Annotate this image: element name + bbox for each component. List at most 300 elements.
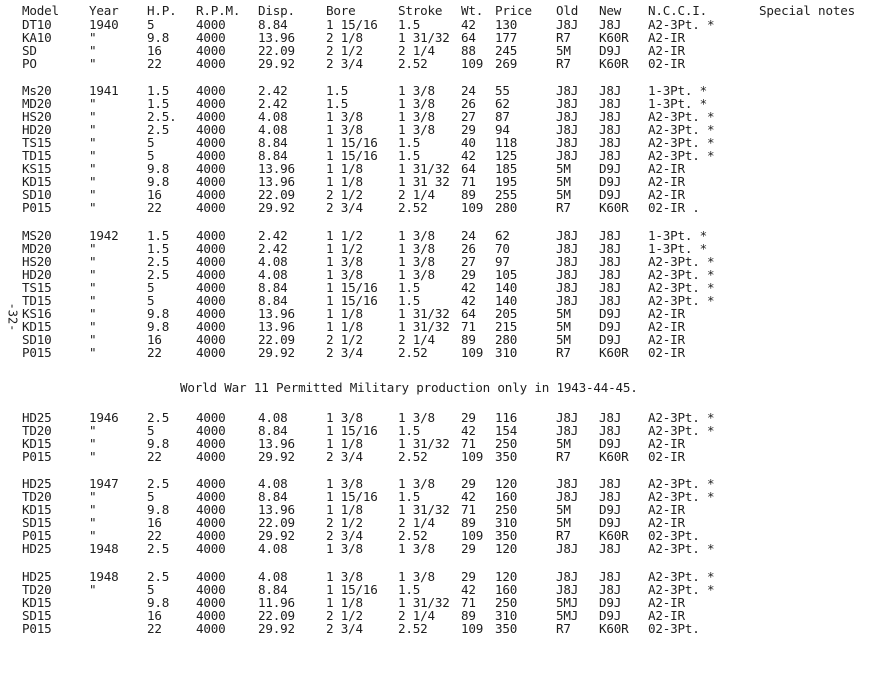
- cell-rpm: 4000: [196, 174, 226, 189]
- cell-rpm: 4000: [196, 436, 226, 451]
- cell-year: ": [89, 502, 97, 517]
- cell-year: ": [89, 528, 97, 543]
- cell-old: J8J: [556, 267, 579, 282]
- cell-model: KS15: [22, 161, 52, 176]
- cell-rpm: 4000: [196, 332, 226, 347]
- cell-stroke: 2 1/4: [398, 187, 435, 202]
- cell-old: J8J: [556, 122, 579, 137]
- cell-hp: 5: [147, 582, 155, 597]
- cell-hp: 1.5: [147, 228, 170, 243]
- cell-old: R7: [556, 345, 571, 360]
- cell-hp: 9.8: [147, 30, 170, 45]
- cell-hp: 9.8: [147, 319, 170, 334]
- cell-new: J8J: [599, 582, 622, 597]
- cell-wt: 42: [461, 423, 476, 438]
- cell-wt: 29: [461, 410, 476, 425]
- cell-bore: 1.5: [326, 96, 349, 111]
- cell-rpm: 4000: [196, 515, 226, 530]
- cell-stroke: 1 3/8: [398, 476, 435, 491]
- cell-year: ": [89, 293, 97, 308]
- cell-price: 62: [495, 228, 510, 243]
- cell-disp: 2.42: [258, 83, 288, 98]
- cell-stroke: 1 3/8: [398, 410, 435, 425]
- cell-disp: 29.92: [258, 528, 295, 543]
- cell-wt: 26: [461, 96, 476, 111]
- cell-hp: 2.5: [147, 410, 170, 425]
- cell-price: 160: [495, 582, 518, 597]
- cell-hp: 16: [147, 515, 162, 530]
- cell-price: 250: [495, 595, 518, 610]
- cell-bore: 2 3/4: [326, 200, 363, 215]
- cell-stroke: 1 3/8: [398, 109, 435, 124]
- cell-ncci: A2-3Pt. *: [648, 148, 715, 163]
- cell-stroke: 2.52: [398, 449, 428, 464]
- cell-price: 280: [495, 200, 518, 215]
- cell-ncci: 02-IR: [648, 345, 685, 360]
- cell-wt: 29: [461, 122, 476, 137]
- cell-new: D9J: [599, 161, 622, 176]
- cell-stroke: 1 3/8: [398, 541, 435, 556]
- cell-price: 118: [495, 135, 518, 150]
- cell-hp: 9.8: [147, 306, 170, 321]
- cell-model: HD25: [22, 541, 52, 556]
- cell-bore: 1 1/8: [326, 595, 363, 610]
- cell-bore: 1 3/8: [326, 410, 363, 425]
- cell-wt: 26: [461, 241, 476, 256]
- cell-price: 154: [495, 423, 518, 438]
- cell-year: 1946: [89, 410, 119, 425]
- cell-ncci: A2-IR: [648, 30, 685, 45]
- cell-bore: 1 1/8: [326, 502, 363, 517]
- cell-model: KD15: [22, 436, 52, 451]
- cell-hp: 22: [147, 200, 162, 215]
- cell-ncci: A2-IR: [648, 608, 685, 623]
- cell-new: J8J: [599, 241, 622, 256]
- cell-wt: 71: [461, 436, 476, 451]
- cell-wt: 71: [461, 502, 476, 517]
- cell-rpm: 4000: [196, 43, 226, 58]
- cell-ncci: A2-IR: [648, 332, 685, 347]
- cell-price: 195: [495, 174, 518, 189]
- cell-model: SD: [22, 43, 37, 58]
- cell-old: J8J: [556, 241, 579, 256]
- cell-price: 250: [495, 436, 518, 451]
- cell-year: ": [89, 515, 97, 530]
- cell-old: 5M: [556, 306, 571, 321]
- cell-price: 350: [495, 449, 518, 464]
- cell-new: J8J: [599, 267, 622, 282]
- cell-bore: 1 3/8: [326, 569, 363, 584]
- cell-stroke: 1.5: [398, 293, 421, 308]
- cell-wt: 42: [461, 489, 476, 504]
- cell-model: HS20: [22, 109, 52, 124]
- cell-rpm: 4000: [196, 56, 226, 71]
- cell-new: J8J: [599, 423, 622, 438]
- cell-hp: 2.5: [147, 267, 170, 282]
- cell-disp: 8.84: [258, 582, 288, 597]
- cell-ncci: A2-IR: [648, 436, 685, 451]
- cell-old: J8J: [556, 423, 579, 438]
- cell-new: K60R: [599, 200, 629, 215]
- cell-old: J8J: [556, 569, 579, 584]
- cell-stroke: 1 31/32: [398, 502, 450, 517]
- cell-wt: 29: [461, 569, 476, 584]
- cell-bore: 2 1/2: [326, 187, 363, 202]
- cell-price: 177: [495, 30, 518, 45]
- cell-new: J8J: [599, 228, 622, 243]
- cell-model: PO: [22, 56, 37, 71]
- cell-new: D9J: [599, 174, 622, 189]
- header-old: Old: [556, 3, 579, 18]
- cell-new: D9J: [599, 515, 622, 530]
- cell-disp: 29.92: [258, 449, 295, 464]
- cell-new: J8J: [599, 476, 622, 491]
- cell-model: MD20: [22, 96, 52, 111]
- cell-disp: 22.09: [258, 43, 295, 58]
- cell-bore: 1 15/16: [326, 423, 378, 438]
- cell-disp: 4.08: [258, 122, 288, 137]
- cell-disp: 2.42: [258, 96, 288, 111]
- cell-disp: 13.96: [258, 319, 295, 334]
- cell-price: 350: [495, 621, 518, 636]
- cell-disp: 8.84: [258, 135, 288, 150]
- cell-stroke: 1.5: [398, 280, 421, 295]
- cell-rpm: 4000: [196, 280, 226, 295]
- cell-price: 105: [495, 267, 518, 282]
- cell-bore: 2 1/2: [326, 515, 363, 530]
- cell-stroke: 1 31/32: [398, 595, 450, 610]
- cell-old: 5M: [556, 515, 571, 530]
- cell-disp: 4.08: [258, 569, 288, 584]
- cell-rpm: 4000: [196, 449, 226, 464]
- header-disp: Disp.: [258, 3, 295, 18]
- cell-price: 62: [495, 96, 510, 111]
- cell-ncci: A2-IR: [648, 43, 685, 58]
- cell-ncci: A2-IR: [648, 306, 685, 321]
- cell-stroke: 1.5: [398, 489, 421, 504]
- cell-stroke: 2.52: [398, 345, 428, 360]
- cell-price: 310: [495, 515, 518, 530]
- cell-price: 120: [495, 476, 518, 491]
- cell-year: ": [89, 306, 97, 321]
- cell-bore: 1 3/8: [326, 254, 363, 269]
- cell-stroke: 2.52: [398, 200, 428, 215]
- cell-ncci: A2-3Pt. *: [648, 109, 715, 124]
- cell-disp: 13.96: [258, 436, 295, 451]
- cell-price: 130: [495, 17, 518, 32]
- cell-disp: 29.92: [258, 200, 295, 215]
- cell-price: 140: [495, 280, 518, 295]
- cell-new: J8J: [599, 122, 622, 137]
- cell-stroke: 1 3/8: [398, 228, 435, 243]
- cell-model: TD20: [22, 489, 52, 504]
- cell-new: D9J: [599, 187, 622, 202]
- cell-year: ": [89, 241, 97, 256]
- cell-old: J8J: [556, 541, 579, 556]
- cell-price: 245: [495, 43, 518, 58]
- cell-hp: 9.8: [147, 436, 170, 451]
- cell-old: J8J: [556, 96, 579, 111]
- cell-wt: 42: [461, 582, 476, 597]
- cell-rpm: 4000: [196, 267, 226, 282]
- cell-disp: 22.09: [258, 515, 295, 530]
- cell-price: 160: [495, 489, 518, 504]
- cell-rpm: 4000: [196, 410, 226, 425]
- cell-rpm: 4000: [196, 200, 226, 215]
- cell-year: ": [89, 96, 97, 111]
- cell-stroke: 1 31 32: [398, 174, 450, 189]
- cell-hp: 5: [147, 17, 155, 32]
- cell-hp: 9.8: [147, 502, 170, 517]
- cell-hp: 22: [147, 621, 162, 636]
- cell-disp: 8.84: [258, 280, 288, 295]
- cell-old: J8J: [556, 293, 579, 308]
- cell-year: ": [89, 436, 97, 451]
- cell-old: 5MJ: [556, 595, 579, 610]
- cell-model: KA10: [22, 30, 52, 45]
- cell-hp: 2.5: [147, 569, 170, 584]
- cell-old: J8J: [556, 83, 579, 98]
- cell-year: ": [89, 449, 97, 464]
- cell-hp: 5: [147, 148, 155, 163]
- cell-wt: 109: [461, 56, 484, 71]
- cell-hp: 22: [147, 449, 162, 464]
- cell-stroke: 1 3/8: [398, 267, 435, 282]
- header-special-notes: Special notes: [759, 3, 855, 18]
- cell-year: ": [89, 109, 97, 124]
- cell-ncci: A2-3Pt. *: [648, 569, 715, 584]
- cell-bore: 1 1/2: [326, 228, 363, 243]
- cell-wt: 89: [461, 187, 476, 202]
- cell-wt: 109: [461, 449, 484, 464]
- cell-wt: 42: [461, 280, 476, 295]
- cell-model: KD15: [22, 174, 52, 189]
- header-bore: Bore: [326, 3, 356, 18]
- cell-new: K60R: [599, 528, 629, 543]
- cell-old: R7: [556, 30, 571, 45]
- cell-rpm: 4000: [196, 96, 226, 111]
- cell-wt: 27: [461, 109, 476, 124]
- cell-rpm: 4000: [196, 582, 226, 597]
- header-new: New: [599, 3, 622, 18]
- cell-rpm: 4000: [196, 502, 226, 517]
- cell-hp: 2.5: [147, 476, 170, 491]
- cell-stroke: 2 1/4: [398, 515, 435, 530]
- cell-bore: 2 3/4: [326, 449, 363, 464]
- cell-bore: 1 3/8: [326, 267, 363, 282]
- cell-bore: 1 15/16: [326, 135, 378, 150]
- cell-price: 125: [495, 148, 518, 163]
- cell-ncci: A2-IR: [648, 187, 685, 202]
- cell-ncci: A2-3Pt. *: [648, 410, 715, 425]
- cell-stroke: 1 31/32: [398, 30, 450, 45]
- cell-hp: 22: [147, 345, 162, 360]
- cell-hp: 5: [147, 280, 155, 295]
- cell-rpm: 4000: [196, 161, 226, 176]
- cell-new: J8J: [599, 280, 622, 295]
- cell-rpm: 4000: [196, 17, 226, 32]
- cell-disp: 8.84: [258, 423, 288, 438]
- header-year: Year: [89, 3, 119, 18]
- cell-ncci: A2-IR: [648, 319, 685, 334]
- cell-rpm: 4000: [196, 476, 226, 491]
- header-hp: H.P.: [147, 3, 177, 18]
- cell-wt: 29: [461, 476, 476, 491]
- cell-wt: 29: [461, 267, 476, 282]
- cell-year: ": [89, 280, 97, 295]
- cell-new: K60R: [599, 56, 629, 71]
- header-wt: Wt.: [461, 3, 484, 18]
- cell-year: ": [89, 345, 97, 360]
- cell-old: J8J: [556, 280, 579, 295]
- cell-bore: 1 1/2: [326, 241, 363, 256]
- cell-bore: 2 3/4: [326, 56, 363, 71]
- cell-year: ": [89, 148, 97, 163]
- cell-hp: 16: [147, 332, 162, 347]
- cell-wt: 109: [461, 345, 484, 360]
- cell-hp: 9.8: [147, 161, 170, 176]
- cell-ncci: A2-3Pt. *: [648, 476, 715, 491]
- cell-wt: 71: [461, 595, 476, 610]
- cell-disp: 13.96: [258, 30, 295, 45]
- cell-rpm: 4000: [196, 241, 226, 256]
- cell-bore: 1 15/16: [326, 582, 378, 597]
- cell-hp: 16: [147, 608, 162, 623]
- cell-wt: 89: [461, 515, 476, 530]
- cell-year: ": [89, 423, 97, 438]
- cell-wt: 89: [461, 332, 476, 347]
- cell-price: 255: [495, 187, 518, 202]
- cell-model: HD25: [22, 410, 52, 425]
- page-number: -32-: [5, 302, 20, 332]
- cell-ncci: A2-IR: [648, 502, 685, 517]
- cell-bore: 1.5: [326, 83, 349, 98]
- cell-rpm: 4000: [196, 621, 226, 636]
- wartime-production-note: World War 11 Permitted Military production only in 1943-44-45.: [180, 380, 638, 395]
- cell-wt: 24: [461, 228, 476, 243]
- cell-disp: 29.92: [258, 56, 295, 71]
- cell-new: J8J: [599, 109, 622, 124]
- cell-old: 5M: [556, 43, 571, 58]
- cell-disp: 4.08: [258, 109, 288, 124]
- cell-ncci: A2-3Pt. *: [648, 267, 715, 282]
- cell-rpm: 4000: [196, 254, 226, 269]
- cell-disp: 4.08: [258, 476, 288, 491]
- cell-hp: 9.8: [147, 595, 170, 610]
- cell-stroke: 1 31/32: [398, 306, 450, 321]
- cell-year: ": [89, 582, 97, 597]
- cell-bore: 1 1/8: [326, 174, 363, 189]
- cell-bore: 1 15/16: [326, 148, 378, 163]
- cell-ncci: A2-3Pt. *: [648, 280, 715, 295]
- cell-bore: 1 1/8: [326, 319, 363, 334]
- cell-bore: 2 3/4: [326, 345, 363, 360]
- cell-ncci: 1-3Pt. *: [648, 83, 708, 98]
- cell-disp: 29.92: [258, 621, 295, 636]
- cell-stroke: 1 31/32: [398, 161, 450, 176]
- cell-hp: 5: [147, 293, 155, 308]
- cell-bore: 1 1/8: [326, 161, 363, 176]
- cell-model: P015: [22, 528, 52, 543]
- cell-rpm: 4000: [196, 30, 226, 45]
- cell-model: HD20: [22, 122, 52, 137]
- cell-model: TD15: [22, 293, 52, 308]
- cell-new: K60R: [599, 621, 629, 636]
- cell-bore: 1 3/8: [326, 541, 363, 556]
- cell-bore: 2 1/8: [326, 30, 363, 45]
- cell-year: ": [89, 30, 97, 45]
- cell-price: 310: [495, 608, 518, 623]
- cell-rpm: 4000: [196, 293, 226, 308]
- cell-stroke: 1.5: [398, 17, 421, 32]
- cell-price: 97: [495, 254, 510, 269]
- cell-stroke: 1.5: [398, 148, 421, 163]
- cell-model: HS20: [22, 254, 52, 269]
- cell-stroke: 2.52: [398, 528, 428, 543]
- cell-rpm: 4000: [196, 148, 226, 163]
- cell-year: 1948: [89, 541, 119, 556]
- cell-price: 120: [495, 569, 518, 584]
- cell-hp: 16: [147, 43, 162, 58]
- cell-price: 140: [495, 293, 518, 308]
- cell-model: TD20: [22, 423, 52, 438]
- cell-model: MS20: [22, 228, 52, 243]
- cell-ncci: 1-3Pt. *: [648, 96, 708, 111]
- cell-hp: 5: [147, 489, 155, 504]
- cell-price: 94: [495, 122, 510, 137]
- cell-price: 280: [495, 332, 518, 347]
- cell-stroke: 1 31/32: [398, 319, 450, 334]
- cell-ncci: 02-IR .: [648, 200, 700, 215]
- cell-stroke: 2.52: [398, 56, 428, 71]
- cell-ncci: 1-3Pt. *: [648, 241, 708, 256]
- cell-disp: 4.08: [258, 541, 288, 556]
- cell-disp: 22.09: [258, 187, 295, 202]
- cell-rpm: 4000: [196, 83, 226, 98]
- cell-hp: 1.5: [147, 241, 170, 256]
- cell-price: 87: [495, 109, 510, 124]
- cell-year: ": [89, 174, 97, 189]
- cell-hp: 22: [147, 528, 162, 543]
- cell-ncci: 1-3Pt. *: [648, 228, 708, 243]
- cell-year: 1940: [89, 17, 119, 32]
- cell-disp: 29.92: [258, 345, 295, 360]
- cell-new: D9J: [599, 502, 622, 517]
- cell-wt: 29: [461, 541, 476, 556]
- cell-year: ": [89, 267, 97, 282]
- cell-old: 5M: [556, 187, 571, 202]
- cell-old: J8J: [556, 476, 579, 491]
- cell-price: 215: [495, 319, 518, 334]
- cell-hp: 5: [147, 135, 155, 150]
- cell-wt: 109: [461, 200, 484, 215]
- cell-old: J8J: [556, 17, 579, 32]
- cell-model: SD10: [22, 332, 52, 347]
- cell-stroke: 1 3/8: [398, 122, 435, 137]
- cell-year: ": [89, 122, 97, 137]
- header-price: Price: [495, 3, 532, 18]
- cell-new: D9J: [599, 43, 622, 58]
- cell-ncci: 02-IR: [648, 56, 685, 71]
- cell-wt: 109: [461, 621, 484, 636]
- cell-disp: 8.84: [258, 489, 288, 504]
- cell-hp: 9.8: [147, 174, 170, 189]
- cell-new: D9J: [599, 436, 622, 451]
- cell-year: ": [89, 43, 97, 58]
- cell-rpm: 4000: [196, 595, 226, 610]
- cell-ncci: 02-IR: [648, 449, 685, 464]
- cell-bore: 1 15/16: [326, 17, 378, 32]
